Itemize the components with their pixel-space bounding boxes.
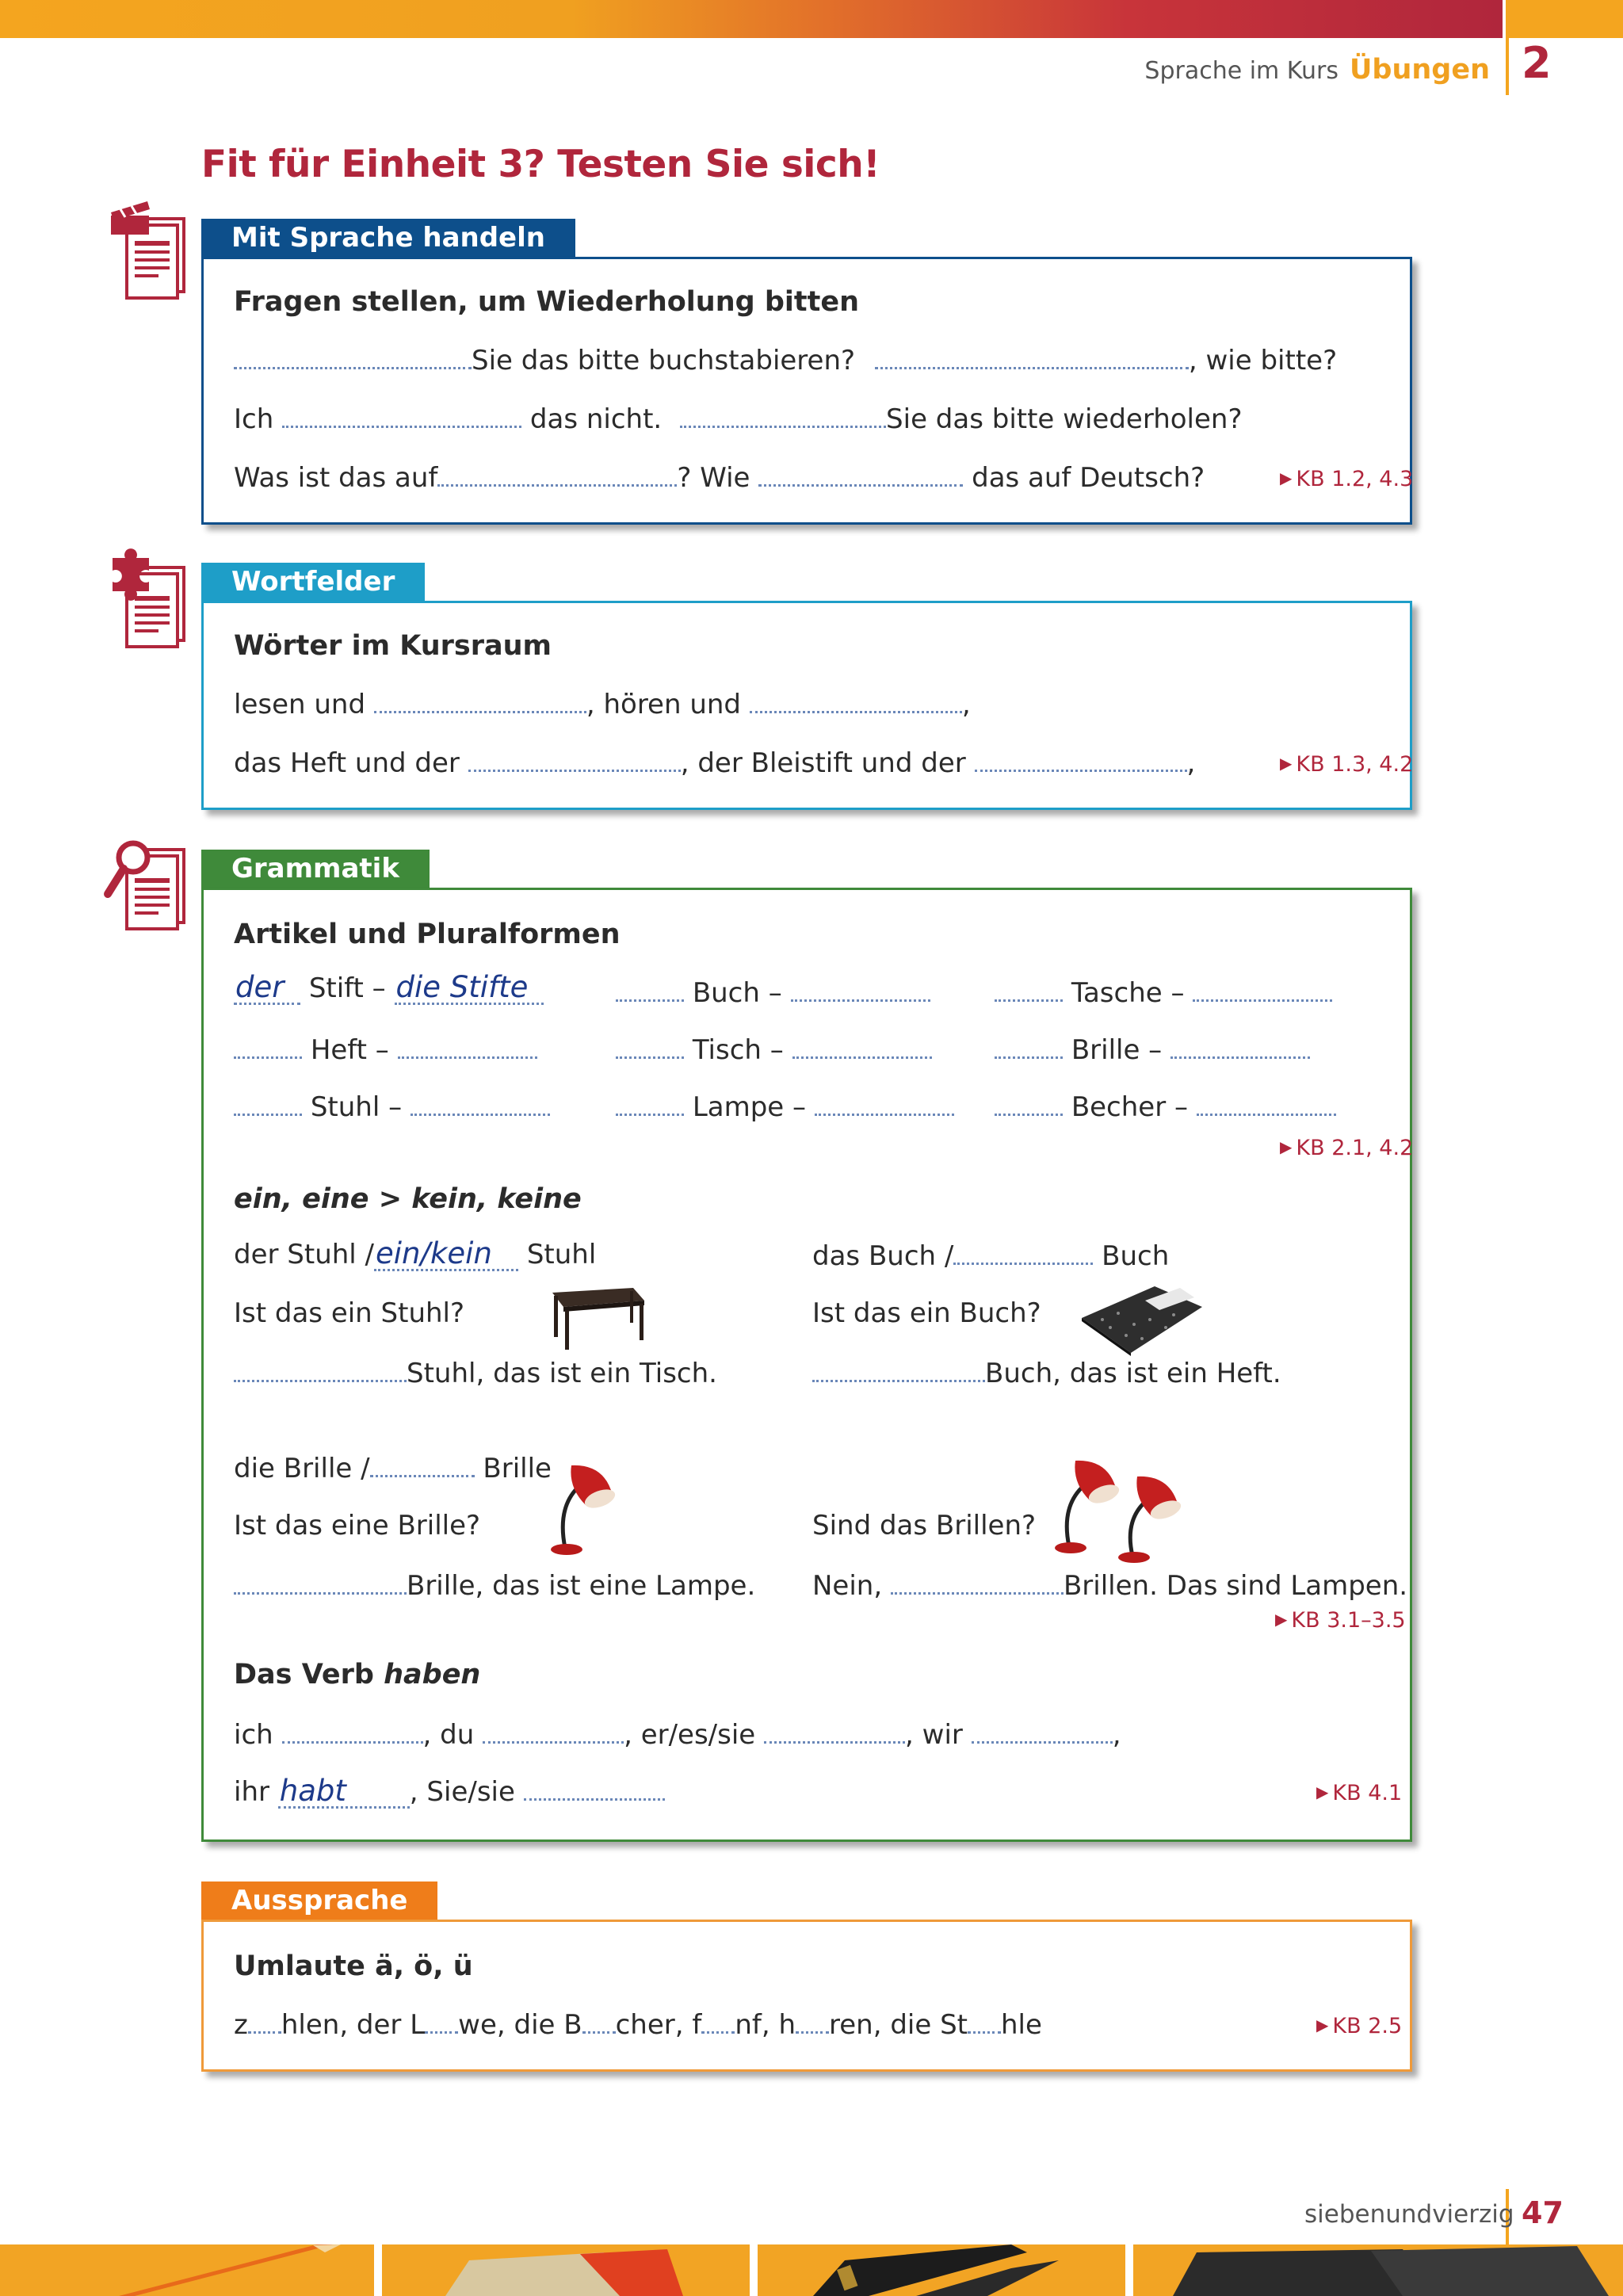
two-lamps-image: [1050, 1453, 1193, 1564]
text-segment: Sie das bitte wiederholen?: [886, 403, 1243, 435]
kb-reference: ▶ KB 2.1, 4.2: [1280, 1136, 1414, 1160]
text-segment: cher, f: [615, 2009, 702, 2041]
notebook-image: [1079, 1283, 1204, 1356]
magnifier-icon: [101, 839, 190, 942]
blank[interactable]: [680, 402, 886, 428]
blank[interactable]: [374, 687, 586, 713]
blank[interactable]: [234, 343, 472, 369]
text-segment: das auf Deutsch?: [972, 462, 1205, 494]
bottom-photo-strip: [0, 2244, 1623, 2296]
blank[interactable]: [524, 1775, 665, 1801]
kein-buch-answer: [812, 1356, 1281, 1389]
text-segment: , hören und: [586, 689, 742, 720]
text-segment: Tasche –: [1071, 977, 1185, 1009]
top-color-bar-right: [1509, 0, 1623, 38]
text-segment: z: [234, 2009, 248, 2041]
top-color-bar: [0, 0, 1503, 38]
kb-reference: ▶ KB 1.3, 4.2: [1280, 752, 1414, 777]
text-segment: , wie bitte?: [1188, 345, 1338, 376]
plural-buch: [616, 976, 930, 1009]
text-segment: , Sie/sie: [409, 1776, 515, 1808]
blank[interactable]: [812, 1356, 985, 1382]
text-segment: Ich: [234, 403, 274, 435]
blank[interactable]: [995, 976, 1063, 1002]
blank[interactable]: [796, 2008, 829, 2034]
kein-brille-answer: [234, 1568, 755, 1602]
handwritten-answer[interactable]: ein/kein: [374, 1239, 518, 1271]
text-segment: ren, die St: [829, 2009, 968, 2041]
plural-becher: [995, 1090, 1336, 1123]
blank[interactable]: [248, 2008, 281, 2034]
blank[interactable]: [398, 1033, 537, 1059]
blank[interactable]: [891, 1568, 1064, 1595]
text-segment: Stuhl: [526, 1239, 597, 1270]
blank[interactable]: [483, 1717, 624, 1744]
wortfelder-line-2: [234, 746, 1195, 779]
kein-stuhl-answer: [234, 1356, 717, 1389]
puzzle-icon: [101, 547, 190, 650]
text-segment: lesen und: [234, 689, 366, 720]
pencil-photo: [0, 2244, 374, 2296]
text-segment: das nicht.: [529, 403, 663, 435]
blank[interactable]: [582, 2008, 616, 2034]
sharpener-photo: [382, 2244, 750, 2296]
kb-reference: ▶ KB 3.1–3.5: [1275, 1608, 1406, 1633]
text-segment: Buch, das ist ein Heft.: [985, 1358, 1281, 1389]
text-segment: ,: [961, 689, 971, 720]
kb-reference: ▶ KB 2.5: [1316, 2014, 1403, 2038]
text-segment: Stuhl –: [310, 1091, 403, 1123]
text-segment: Brille –: [1071, 1034, 1163, 1066]
box-wortfelder: [201, 601, 1412, 810]
tab-grammatik: Grammatik: [201, 850, 430, 888]
running-head: [1144, 54, 1490, 86]
page-number-word: siebenundvierzig: [1304, 2200, 1514, 2229]
box-mit-sprache-handeln: [201, 257, 1412, 525]
text-segment: Das Verb: [234, 1659, 374, 1690]
blank[interactable]: [975, 746, 1187, 772]
kein-brille-question: Ist das eine Brille?: [234, 1510, 481, 1541]
kb-ref-text: KB 1.3, 4.2: [1296, 752, 1414, 777]
blank[interactable]: [995, 1090, 1063, 1116]
plural-brille: [995, 1033, 1310, 1066]
blank[interactable]: [282, 402, 521, 428]
subtitle-umlaute: Umlaute ä, ö, ü: [234, 1950, 473, 1982]
blank[interactable]: [953, 1239, 1093, 1265]
blank[interactable]: [616, 1090, 684, 1116]
course-label: Sprache im Kurs: [1144, 57, 1338, 85]
blank[interactable]: [815, 1090, 954, 1116]
subtitle-woerter: Wörter im Kursraum: [234, 630, 552, 662]
plural-lampe: [616, 1090, 954, 1123]
page-title: Fit für Einheit 3? Testen Sie sich!: [201, 143, 880, 186]
subtitle-artikel: Artikel und Pluralformen: [234, 919, 621, 950]
blank[interactable]: [792, 1033, 932, 1059]
page-number: 47: [1522, 2195, 1564, 2230]
text-segment: das Heft und der: [234, 747, 460, 779]
text-segment: Tisch –: [692, 1034, 784, 1066]
subtitle-verb: [234, 1659, 480, 1690]
tab-aussprache: Aussprache: [201, 1881, 437, 1920]
text-segment: ich: [234, 1719, 273, 1751]
kein-brillen-question: Sind das Brillen?: [812, 1510, 1037, 1541]
umlaute-line: [234, 2008, 1042, 2041]
text-segment: Heft –: [310, 1034, 389, 1066]
kein-brille-line: [234, 1451, 552, 1484]
text-segment: Brillen. Das sind Lampen.: [1063, 1570, 1408, 1602]
text-segment: Was ist das auf: [234, 462, 438, 494]
kein-buch-question: Ist das ein Buch?: [812, 1297, 1041, 1329]
text-segment: , der Bleistift und der: [680, 747, 966, 779]
pens-photo: [758, 2244, 1125, 2296]
kein-buch-line: [812, 1239, 1169, 1272]
kb-reference: ▶ KB 1.2, 4.3: [1280, 467, 1414, 491]
kein-stuhl-question: Ist das ein Stuhl?: [234, 1297, 465, 1329]
tab-wortfelder: Wortfelder: [201, 563, 425, 601]
blank[interactable]: [750, 687, 962, 713]
kb-reference: ▶ KB 4.1: [1316, 1781, 1403, 1805]
text-segment: , du: [422, 1719, 475, 1751]
kb-ref-text: KB 4.1: [1332, 1781, 1403, 1805]
blank[interactable]: [616, 976, 684, 1002]
blank[interactable]: [234, 1033, 302, 1059]
blank[interactable]: [234, 1090, 302, 1116]
verb-line-1: [234, 1717, 1121, 1751]
blank[interactable]: [1193, 976, 1332, 1002]
blank[interactable]: [1197, 1090, 1336, 1116]
text-segment: Brille: [483, 1453, 552, 1484]
blank[interactable]: [234, 1356, 407, 1382]
text-segment: Brille, das ist eine Lampe.: [407, 1570, 756, 1602]
blank[interactable]: [995, 1033, 1063, 1059]
blank[interactable]: [758, 460, 963, 487]
blank[interactable]: [282, 1717, 423, 1744]
handeln-line-3: [234, 460, 1205, 494]
blank[interactable]: [234, 1568, 407, 1595]
subtitle-fragen: Fragen stellen, um Wiederholung bitten: [234, 286, 860, 318]
box-grammatik: [201, 888, 1412, 1842]
section-label: Übungen: [1349, 54, 1490, 86]
text-segment: der Stuhl /: [234, 1239, 375, 1270]
text-segment: Nein,: [812, 1570, 883, 1602]
text-segment: Sie das bitte buchstabieren?: [472, 345, 856, 376]
handeln-line-1: [234, 343, 1337, 376]
blank[interactable]: [468, 746, 681, 772]
plural-stift: [234, 972, 544, 1005]
kb-ref-text: KB 1.2, 4.3: [1296, 467, 1414, 491]
handwritten-answer[interactable]: der: [234, 972, 300, 1005]
kb-ref-text: KB 2.5: [1332, 2014, 1403, 2038]
text-segment: ,: [1186, 747, 1196, 779]
text-segment: ,: [1112, 1719, 1121, 1751]
verb-line-2: [234, 1775, 665, 1809]
text-segment: nf, h: [735, 2009, 796, 2041]
blank[interactable]: [875, 343, 1189, 369]
tab-mit-sprache-handeln: Mit Sprache handeln: [201, 219, 575, 257]
kein-brillen-answer: [812, 1568, 1407, 1602]
blank[interactable]: [425, 2008, 458, 2034]
blank[interactable]: [972, 1717, 1113, 1744]
text-segment: Stuhl, das ist ein Tisch.: [407, 1358, 717, 1389]
subtitle-kein: ein, eine > kein, keine: [234, 1183, 582, 1215]
text-segment: Buch: [1102, 1240, 1170, 1272]
kb-ref-text: KB 2.1, 4.2: [1296, 1136, 1414, 1160]
blank[interactable]: [701, 2008, 735, 2034]
table-image: [548, 1283, 647, 1351]
text-segment: hle: [1001, 2009, 1042, 2041]
text-segment: haben: [384, 1659, 481, 1690]
text-segment: , er/es/sie: [624, 1719, 756, 1751]
text-segment: Lampe –: [692, 1091, 807, 1123]
chapter-number: 2: [1522, 38, 1552, 88]
text-segment: ihr: [234, 1776, 269, 1808]
lamp-image: [549, 1461, 621, 1557]
blank[interactable]: [437, 460, 677, 487]
notebook-photo: [1133, 2244, 1623, 2296]
text-segment: Becher –: [1071, 1091, 1189, 1123]
box-aussprache: [201, 1920, 1412, 2072]
kein-stuhl-line: [234, 1236, 597, 1271]
text-segment: die Brille /: [234, 1453, 370, 1484]
plural-tasche: [995, 976, 1332, 1009]
blank[interactable]: [764, 1717, 905, 1744]
plural-tisch: [616, 1033, 932, 1066]
handwritten-answer[interactable]: die Stifte: [395, 972, 544, 1005]
blank[interactable]: [968, 2008, 1001, 2034]
blank[interactable]: [1170, 1033, 1310, 1059]
wortfelder-line-1: [234, 687, 971, 720]
text-segment: Buch –: [692, 977, 782, 1009]
header-divider: [1506, 0, 1509, 95]
kb-ref-text: KB 3.1–3.5: [1291, 1608, 1406, 1633]
plural-heft: [234, 1033, 537, 1066]
blank[interactable]: [616, 1033, 684, 1059]
text-segment: Stift –: [308, 972, 386, 1004]
text-segment: we, die B: [458, 2009, 582, 2041]
plural-stuhl: [234, 1090, 550, 1123]
blank[interactable]: [370, 1451, 475, 1477]
clapperboard-icon: [106, 198, 195, 301]
text-segment: hlen, der L: [281, 2009, 426, 2041]
handwritten-answer[interactable]: habt: [278, 1776, 410, 1809]
text-segment: ? Wie: [677, 462, 750, 494]
handeln-line-2: [234, 402, 1243, 435]
blank[interactable]: [411, 1090, 550, 1116]
text-segment: das Buch /: [812, 1240, 954, 1272]
text-segment: , wir: [905, 1719, 963, 1751]
blank[interactable]: [791, 976, 930, 1002]
